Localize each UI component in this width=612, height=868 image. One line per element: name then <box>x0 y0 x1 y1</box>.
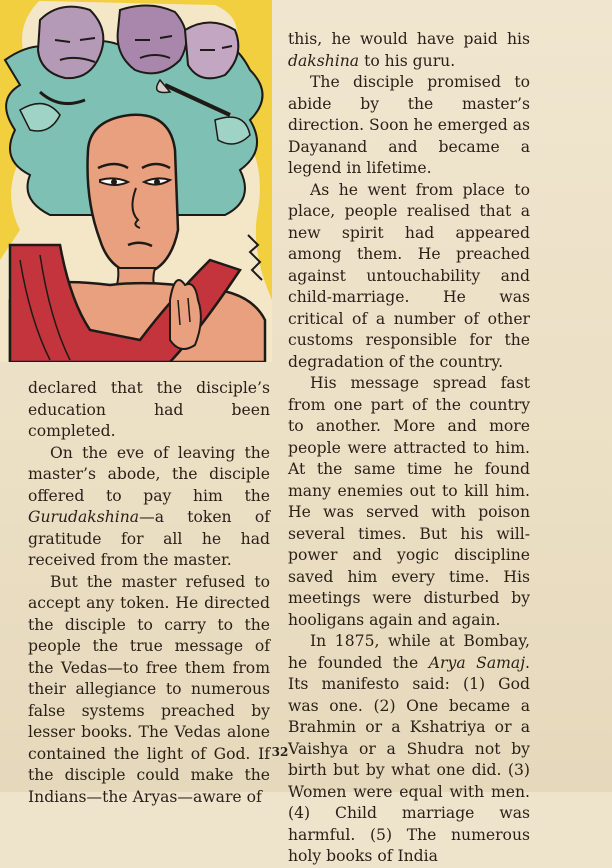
page-number: 32 <box>271 745 289 759</box>
right-column <box>288 29 530 868</box>
emphasis: dakshina <box>288 51 360 70</box>
paragraph: this, he would have paid his dakshina to his guru. <box>288 30 530 70</box>
paragraph: The disciple promised to abide by the master’s direction. Soon he emerged as Dayanand and became a legend in lifetime. <box>288 73 530 177</box>
paragraph: On the eve of leaving the master’s abode, the disciple offered to pay him the Gurudakshina—a token of gratitude for all he had received from the master. <box>28 443 270 569</box>
emphasis: Gurudakshina <box>28 508 140 526</box>
paragraph: But the master refused to accept any token. He directed the disciple to carry to the people the true message of the Vedas—to free them from their allegiance to numerous false systems preached by lesser books. The Vedas alone contained the light of God. If the disciple could make the Indians—the Aryas—aware of <box>28 572 270 806</box>
paragraph: His message spread fast from one part of the country to another. More and more people were attracted to him. At the same time he found many enemies out to kill him. He was served with poison several times. But his will-power and yogic discipline saved him every time. His meetings were disturbed by hooligans again and again. <box>288 374 530 629</box>
paragraph: declared that the disciple’s education had been completed. <box>28 379 270 440</box>
illustration-art <box>0 0 272 362</box>
emphasis: Arya Samaj <box>428 653 526 672</box>
paragraph: In 1875, while at Bombay, he founded the Arya Samaj. Its manifesto said: (1) God was one. (2) One became a Brahmin or a Kshatriya or a Vaishya or a Shudra not by birth but by what one did. (3) Women were equal with men. (4) Child marriage was harmful. (5) The numerous holy books of India <box>288 632 530 865</box>
left-column <box>28 378 270 808</box>
paragraph: As he went from place to place, people realised that a new spirit had appeared among them. He preached against untouchability and child-marriage. He was critical of a number of other customs responsible for the degradation of the country. <box>288 180 530 371</box>
illustration <box>0 0 272 362</box>
